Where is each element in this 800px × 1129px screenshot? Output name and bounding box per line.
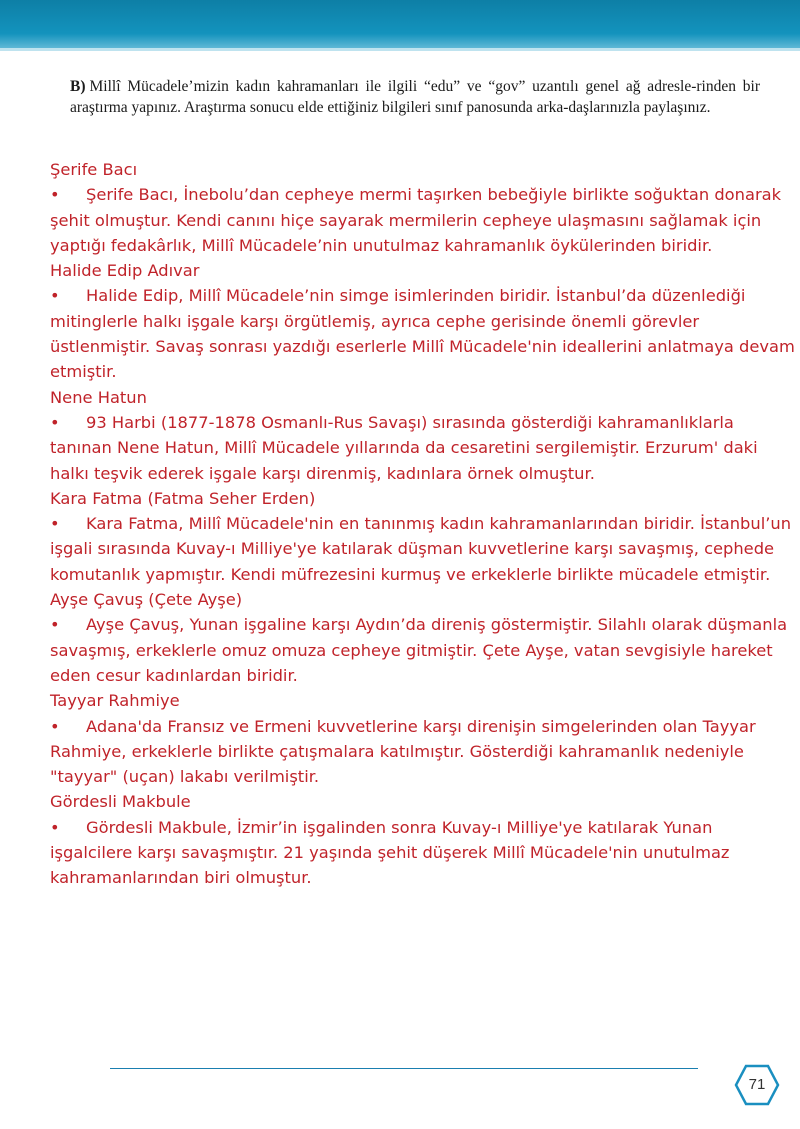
footer-divider	[110, 1068, 698, 1069]
entry-paragraph	[50, 283, 795, 384]
entry-nene-hatun	[50, 385, 795, 486]
entry-halide-edip-adivar	[50, 258, 795, 384]
page-number: 71	[748, 1076, 766, 1093]
entry-text: Gördesli Makbule, İzmir’in işgalinden sonra Kuvay-ı Milliye'ye katılarak Yunan işgalcilere karşı savaşmıştır. 21 yaşında şehit düşerek Millî Mücadele'nin unutulmaz kahramanlarından biri olmuştur.	[50, 817, 730, 888]
top-header-band	[0, 0, 800, 48]
heroines-list	[50, 157, 795, 891]
entry-text: 93 Harbi (1877-1878 Osmanlı-Rus Savaşı) sırasında gösterdiği kahramanlıklarla tanınan Nene Hatun, Millî Mücadele yıllarında da cesaretini sergilemiştir. Erzurum' daki halkı teşvik ederek işgale karşı direnmiş, kadınlara örnek olmuştur.	[50, 412, 758, 483]
entry-text: Halide Edip, Millî Mücadele’nin simge isimlerinden biridir. İstanbul’da düzenlediği mitinglerle halkı işgale karşı örgütlemiş, ayrıca cephe gerisinde önemli görevler üstlenmiştir. Savaş sonrası yazdığı eserlerle Millî Mücadele'nin ideallerini anlatmaya devam etmiştir.	[50, 286, 795, 382]
entry-text: Şerife Bacı, İnebolu’dan cepheye mermi taşırken bebeğiyle birlikte soğuktan donarak şehit olmuştur. Kendi canını hiçe sayarak mermilerin cepheye ulaşmasını sağlamak için yaptığı fedakârlık, Millî Mücadele’nin unutulmaz kahramanlık öykülerinden biridir.	[50, 185, 782, 255]
entry-heading: Halide Edip Adıvar	[50, 261, 200, 281]
entry-text: Ayşe Çavuş, Yunan işgaline karşı Aydın’da direniş göstermiştir. Silahlı olarak düşmanla savaşmış, erkeklerle omuz omuza cepheye gitmiştir. Çete Ayşe, vatan sevgisiyle hareket eden cesur kadınlardan biridir.	[50, 615, 788, 685]
entry-tayyar-rahmiye	[50, 688, 795, 789]
entry-text: Kara Fatma, Millî Mücadele'nin en tanınmış kadın kahramanlarından biridir. İstanbul’un işgali sırasında Kuvay-ı Milliye'ye katılarak düşman kuvvetlerine karşı savaşmış, cephede komutanlık yapmıştır. Kendi müfrezesini kurmuş ve erkeklerle birlikte mücadele etmiştir.	[50, 514, 792, 584]
entry-ayse-cavus	[50, 587, 795, 688]
entry-gordesli-makbule	[50, 789, 795, 890]
entry-serife-baci	[50, 157, 795, 258]
page-number-badge	[734, 1062, 780, 1108]
bullet-icon: •	[50, 412, 60, 432]
instruction-paragraph	[70, 76, 760, 118]
entry-heading: Tayyar Rahmiye	[50, 691, 180, 711]
entry-paragraph	[50, 815, 795, 891]
entry-heading: Kara Fatma (Fatma Seher Erden)	[50, 488, 316, 508]
top-header-divider	[0, 48, 800, 51]
bullet-icon: •	[50, 615, 60, 635]
entry-paragraph	[50, 182, 795, 258]
instruction-label: B)	[70, 78, 86, 95]
bullet-icon: •	[50, 185, 60, 205]
bullet-icon: •	[50, 514, 60, 534]
bullet-icon: •	[50, 817, 60, 837]
bullet-icon: •	[50, 716, 60, 736]
bullet-icon: •	[50, 286, 60, 306]
entry-kara-fatma	[50, 486, 795, 587]
entry-heading: Gördesli Makbule	[50, 792, 191, 812]
entry-paragraph	[50, 410, 795, 486]
entry-paragraph	[50, 511, 795, 587]
entry-heading: Şerife Bacı	[50, 160, 138, 179]
entry-heading: Ayşe Çavuş (Çete Ayşe)	[50, 590, 243, 610]
instruction-text: Millî Mücadele’mizin kadın kahramanları ile ilgili “edu” ve “gov” uzantılı genel ağ adresle-rinden bir araştırma yapınız. Araştırma sonucu elde ettiğiniz bilgileri sınıf panosunda arka-daşlarınızla paylaşınız.	[70, 78, 760, 116]
entry-paragraph	[50, 714, 795, 790]
entry-heading: Nene Hatun	[50, 387, 147, 407]
entry-paragraph	[50, 612, 795, 688]
entry-text: Adana'da Fransız ve Ermeni kuvvetlerine karşı direnişin simgelerinden olan Tayyar Rahmiye, erkeklerle birlikte çatışmalara katılmıştır. Gösterdiği kahramanlık nedeniyle "tayyar" (uçan) lakabı verilmiştir.	[50, 716, 756, 787]
